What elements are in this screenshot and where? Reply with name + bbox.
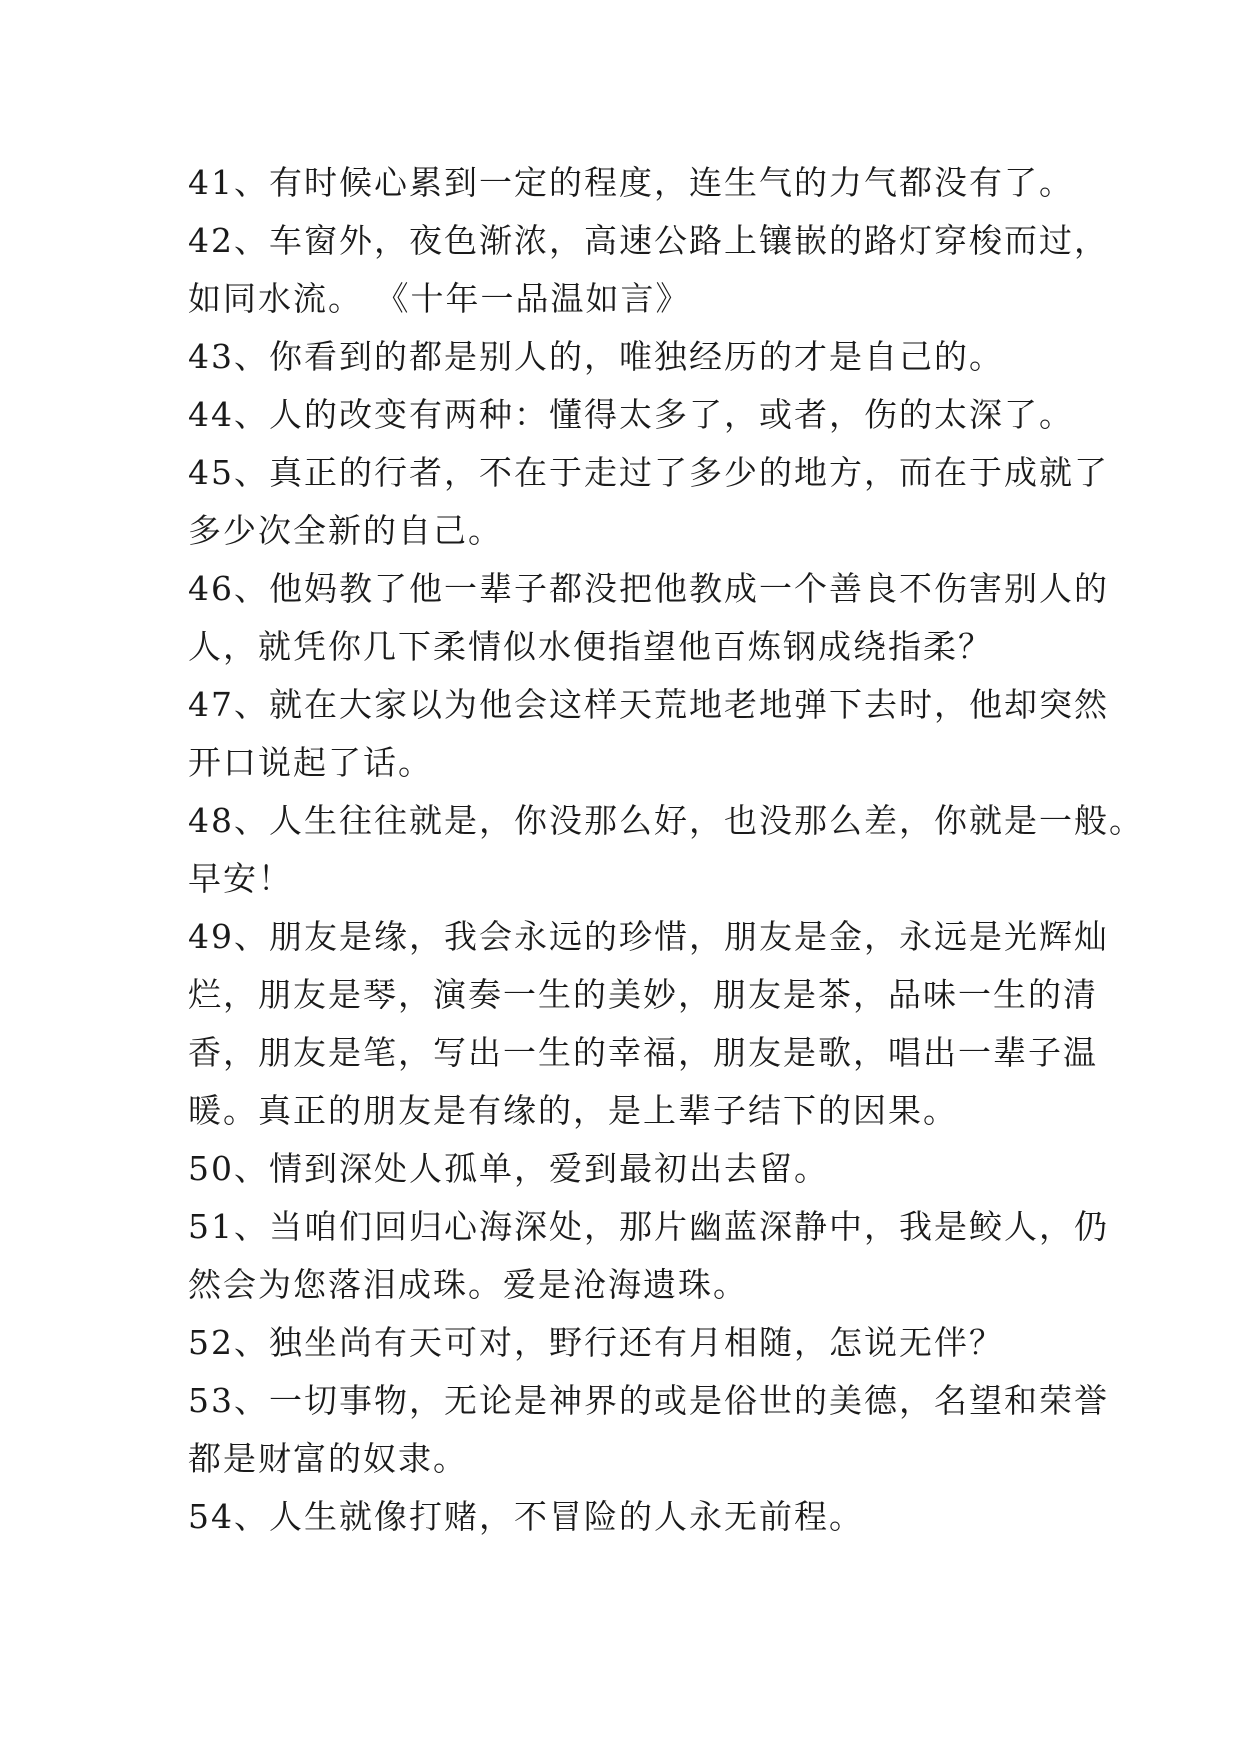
text-line: 暖。真正的朋友是有缘的，是上辈子结下的因果。: [188, 1091, 958, 1130]
text-line: 开口说起了话。: [188, 743, 433, 782]
document-body: [188, 154, 1144, 1546]
text-line: 烂，朋友是琴，演奏一生的美妙，朋友是茶，品味一生的清: [188, 975, 1098, 1014]
text-line: 47、就在大家以为他会这样天荒地老地弹下去时，他却突然: [188, 685, 1109, 724]
text-line: 46、他妈教了他一辈子都没把他教成一个善良不伤害别人的: [188, 569, 1109, 608]
text-line: 44、人的改变有两种：懂得太多了，或者，伤的太深了。: [188, 395, 1074, 434]
text-line: 50、情到深处人孤单，爱到最初出去留。: [188, 1149, 829, 1188]
text-line: 45、真正的行者，不在于走过了多少的地方，而在于成就了: [188, 453, 1109, 492]
text-line: 49、朋友是缘，我会永远的珍惜，朋友是金，永远是光辉灿: [188, 917, 1109, 956]
text-line: 都是财富的奴隶。: [188, 1439, 468, 1478]
text-line: 香，朋友是笔，写出一生的幸福，朋友是歌，唱出一辈子温: [188, 1033, 1098, 1072]
text-line: 早安！: [188, 859, 293, 898]
text-line: 54、人生就像打赌，不冒险的人永无前程。: [188, 1497, 864, 1536]
text-line: 多少次全新的自己。: [188, 511, 503, 550]
text-line: 如同水流。 《十年一品温如言》: [188, 279, 691, 318]
text-line: 41、有时候心累到一定的程度，连生气的力气都没有了。: [188, 163, 1074, 202]
text-line: 48、人生往往就是，你没那么好，也没那么差，你就是一般。: [188, 801, 1144, 840]
text-line: 然会为您落泪成珠。爱是沧海遗珠。: [188, 1265, 748, 1304]
text-line: 53、一切事物，无论是神界的或是俗世的美德，名望和荣誉: [188, 1381, 1109, 1420]
text-line: 52、独坐尚有天可对，野行还有月相随，怎说无伴？: [188, 1323, 1004, 1362]
text-line: 人，就凭你几下柔情似水便指望他百炼钢成绕指柔？: [188, 627, 993, 666]
text-line: 43、你看到的都是别人的，唯独经历的才是自己的。: [188, 337, 1004, 376]
text-line: 42、车窗外，夜色渐浓，高速公路上镶嵌的路灯穿梭而过，: [188, 221, 1109, 260]
text-line: 51、当咱们回归心海深处，那片幽蓝深静中，我是鲛人，仍: [188, 1207, 1109, 1246]
